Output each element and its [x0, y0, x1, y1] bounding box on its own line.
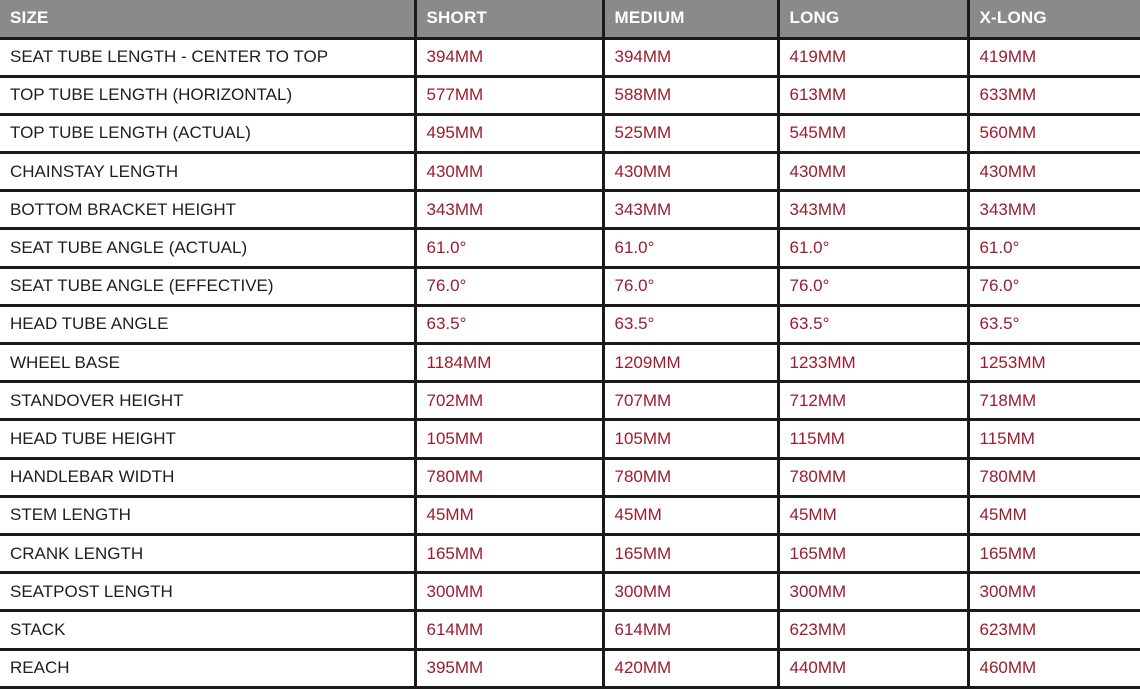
- value-medium: 105MM: [603, 420, 778, 458]
- value-medium: 394MM: [603, 38, 778, 76]
- value-medium: 63.5°: [603, 305, 778, 343]
- value-x-long: 430MM: [968, 153, 1140, 191]
- row-label: HEAD TUBE ANGLE: [0, 305, 415, 343]
- value-short: 395MM: [415, 649, 603, 687]
- value-long: 545MM: [778, 114, 968, 152]
- value-medium: 420MM: [603, 649, 778, 687]
- value-short: 614MM: [415, 611, 603, 649]
- value-long: 45MM: [778, 496, 968, 534]
- value-long: 115MM: [778, 420, 968, 458]
- value-x-long: 623MM: [968, 611, 1140, 649]
- row-label: SEAT TUBE ANGLE (ACTUAL): [0, 229, 415, 267]
- value-medium: 76.0°: [603, 267, 778, 305]
- table-row: [0, 153, 1140, 191]
- header-short: SHORT: [415, 0, 603, 38]
- value-x-long: 300MM: [968, 573, 1140, 611]
- value-x-long: 633MM: [968, 76, 1140, 114]
- value-short: 45MM: [415, 496, 603, 534]
- value-short: 165MM: [415, 534, 603, 572]
- value-long: 61.0°: [778, 229, 968, 267]
- table-row: [0, 76, 1140, 114]
- value-short: 702MM: [415, 382, 603, 420]
- value-long: 63.5°: [778, 305, 968, 343]
- row-label: WHEEL BASE: [0, 344, 415, 382]
- value-long: 430MM: [778, 153, 968, 191]
- table-row: [0, 382, 1140, 420]
- value-long: 613MM: [778, 76, 968, 114]
- value-medium: 165MM: [603, 534, 778, 572]
- value-medium: 430MM: [603, 153, 778, 191]
- value-short: 76.0°: [415, 267, 603, 305]
- row-label: STACK: [0, 611, 415, 649]
- header-size: SIZE: [0, 0, 415, 38]
- header-row: [0, 0, 1140, 38]
- value-medium: 588MM: [603, 76, 778, 114]
- value-x-long: 115MM: [968, 420, 1140, 458]
- value-long: 1233MM: [778, 344, 968, 382]
- value-short: 61.0°: [415, 229, 603, 267]
- value-x-long: 560MM: [968, 114, 1140, 152]
- value-medium: 614MM: [603, 611, 778, 649]
- row-label: SEAT TUBE ANGLE (EFFECTIVE): [0, 267, 415, 305]
- header-medium: MEDIUM: [603, 0, 778, 38]
- value-long: 780MM: [778, 458, 968, 496]
- row-label: HANDLEBAR WIDTH: [0, 458, 415, 496]
- value-medium: 343MM: [603, 191, 778, 229]
- table-row: [0, 344, 1140, 382]
- table-row: [0, 420, 1140, 458]
- table-header: [0, 0, 1140, 38]
- value-short: 780MM: [415, 458, 603, 496]
- row-label: SEAT TUBE LENGTH - CENTER TO TOP: [0, 38, 415, 76]
- table-row: [0, 191, 1140, 229]
- header-long: LONG: [778, 0, 968, 38]
- row-label: CRANK LENGTH: [0, 534, 415, 572]
- row-label: STEM LENGTH: [0, 496, 415, 534]
- value-medium: 61.0°: [603, 229, 778, 267]
- value-long: 300MM: [778, 573, 968, 611]
- value-x-long: 61.0°: [968, 229, 1140, 267]
- table-row: [0, 458, 1140, 496]
- table-row: [0, 229, 1140, 267]
- value-x-long: 419MM: [968, 38, 1140, 76]
- row-label: CHAINSTAY LENGTH: [0, 153, 415, 191]
- table-row: [0, 38, 1140, 76]
- value-long: 76.0°: [778, 267, 968, 305]
- value-x-long: 718MM: [968, 382, 1140, 420]
- table-row: [0, 611, 1140, 649]
- value-long: 623MM: [778, 611, 968, 649]
- row-label: HEAD TUBE HEIGHT: [0, 420, 415, 458]
- value-medium: 780MM: [603, 458, 778, 496]
- value-x-long: 45MM: [968, 496, 1140, 534]
- value-short: 394MM: [415, 38, 603, 76]
- value-short: 577MM: [415, 76, 603, 114]
- row-label: SEATPOST LENGTH: [0, 573, 415, 611]
- value-medium: 525MM: [603, 114, 778, 152]
- value-x-long: 780MM: [968, 458, 1140, 496]
- value-long: 712MM: [778, 382, 968, 420]
- value-short: 105MM: [415, 420, 603, 458]
- row-label: TOP TUBE LENGTH (ACTUAL): [0, 114, 415, 152]
- value-x-long: 1253MM: [968, 344, 1140, 382]
- table-row: [0, 573, 1140, 611]
- value-short: 63.5°: [415, 305, 603, 343]
- table-row: [0, 114, 1140, 152]
- table-row: [0, 267, 1140, 305]
- row-label: REACH: [0, 649, 415, 687]
- value-long: 419MM: [778, 38, 968, 76]
- value-x-long: 76.0°: [968, 267, 1140, 305]
- table-row: [0, 649, 1140, 687]
- value-long: 343MM: [778, 191, 968, 229]
- value-x-long: 343MM: [968, 191, 1140, 229]
- header-x-long: X-LONG: [968, 0, 1140, 38]
- value-short: 1184MM: [415, 344, 603, 382]
- value-medium: 1209MM: [603, 344, 778, 382]
- table-row: [0, 305, 1140, 343]
- value-long: 440MM: [778, 649, 968, 687]
- table-row: [0, 496, 1140, 534]
- value-long: 165MM: [778, 534, 968, 572]
- row-label: STANDOVER HEIGHT: [0, 382, 415, 420]
- value-medium: 45MM: [603, 496, 778, 534]
- row-label: BOTTOM BRACKET HEIGHT: [0, 191, 415, 229]
- value-short: 430MM: [415, 153, 603, 191]
- value-medium: 707MM: [603, 382, 778, 420]
- value-short: 343MM: [415, 191, 603, 229]
- value-short: 495MM: [415, 114, 603, 152]
- table-row: [0, 534, 1140, 572]
- table-body: [0, 38, 1140, 687]
- value-x-long: 460MM: [968, 649, 1140, 687]
- value-x-long: 165MM: [968, 534, 1140, 572]
- value-medium: 300MM: [603, 573, 778, 611]
- value-x-long: 63.5°: [968, 305, 1140, 343]
- value-short: 300MM: [415, 573, 603, 611]
- row-label: TOP TUBE LENGTH (HORIZONTAL): [0, 76, 415, 114]
